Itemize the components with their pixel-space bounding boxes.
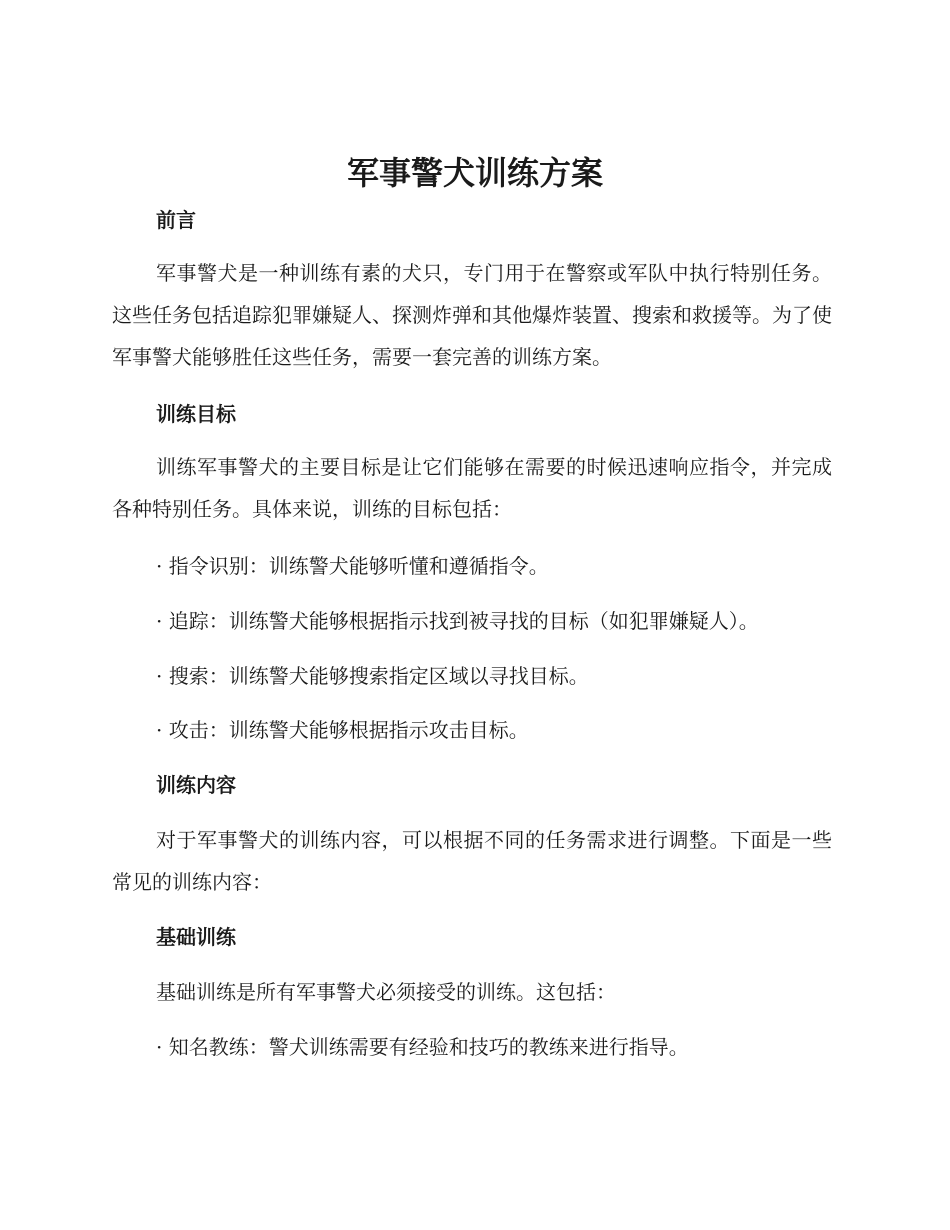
section-heading-basic-training: 基础训练: [156, 925, 236, 949]
section-paragraph-basic-training: 基础训练是所有军事警犬必须接受的训练。这包括：: [156, 980, 616, 1004]
list-item: · 追踪：训练警犬能够根据指示找到被寻找的目标（如犯罪嫌疑人）。: [156, 609, 759, 633]
section-heading-training-goals: 训练目标: [156, 402, 236, 426]
section-heading-training-content: 训练内容: [156, 773, 236, 797]
list-item: · 知名教练：警犬训练需要有经验和技巧的教练来进行指导。: [156, 1035, 689, 1059]
list-item: · 攻击：训练警犬能够根据指示攻击目标。: [156, 718, 529, 742]
document-title: 军事警犬训练方案: [346, 154, 603, 192]
section-heading-preface: 前言: [156, 208, 196, 232]
list-item: · 搜索：训练警犬能够搜索指定区域以寻找目标。: [156, 664, 589, 688]
section-paragraph-training-goals: 训练军事警犬的主要目标是让它们能够在需要的时候迅速响应指令，并完成各种特别任务。具体来说，训练的目标包括：: [112, 455, 832, 521]
section-paragraph-preface: 军事警犬是一种训练有素的犬只，专门用于在警察或军队中执行特别任务。这些任务包括追踪犯罪嫌疑人、探测炸弹和其他爆炸装置、搜索和救援等。为了使军事警犬能够胜任这些任务，需要一套完善的训练方案。: [112, 261, 832, 369]
section-paragraph-training-content: 对于军事警犬的训练内容，可以根据不同的任务需求进行调整。下面是一些常见的训练内容：: [112, 828, 832, 894]
list-item: · 指令识别：训练警犬能够听懂和遵循指令。: [156, 554, 549, 578]
